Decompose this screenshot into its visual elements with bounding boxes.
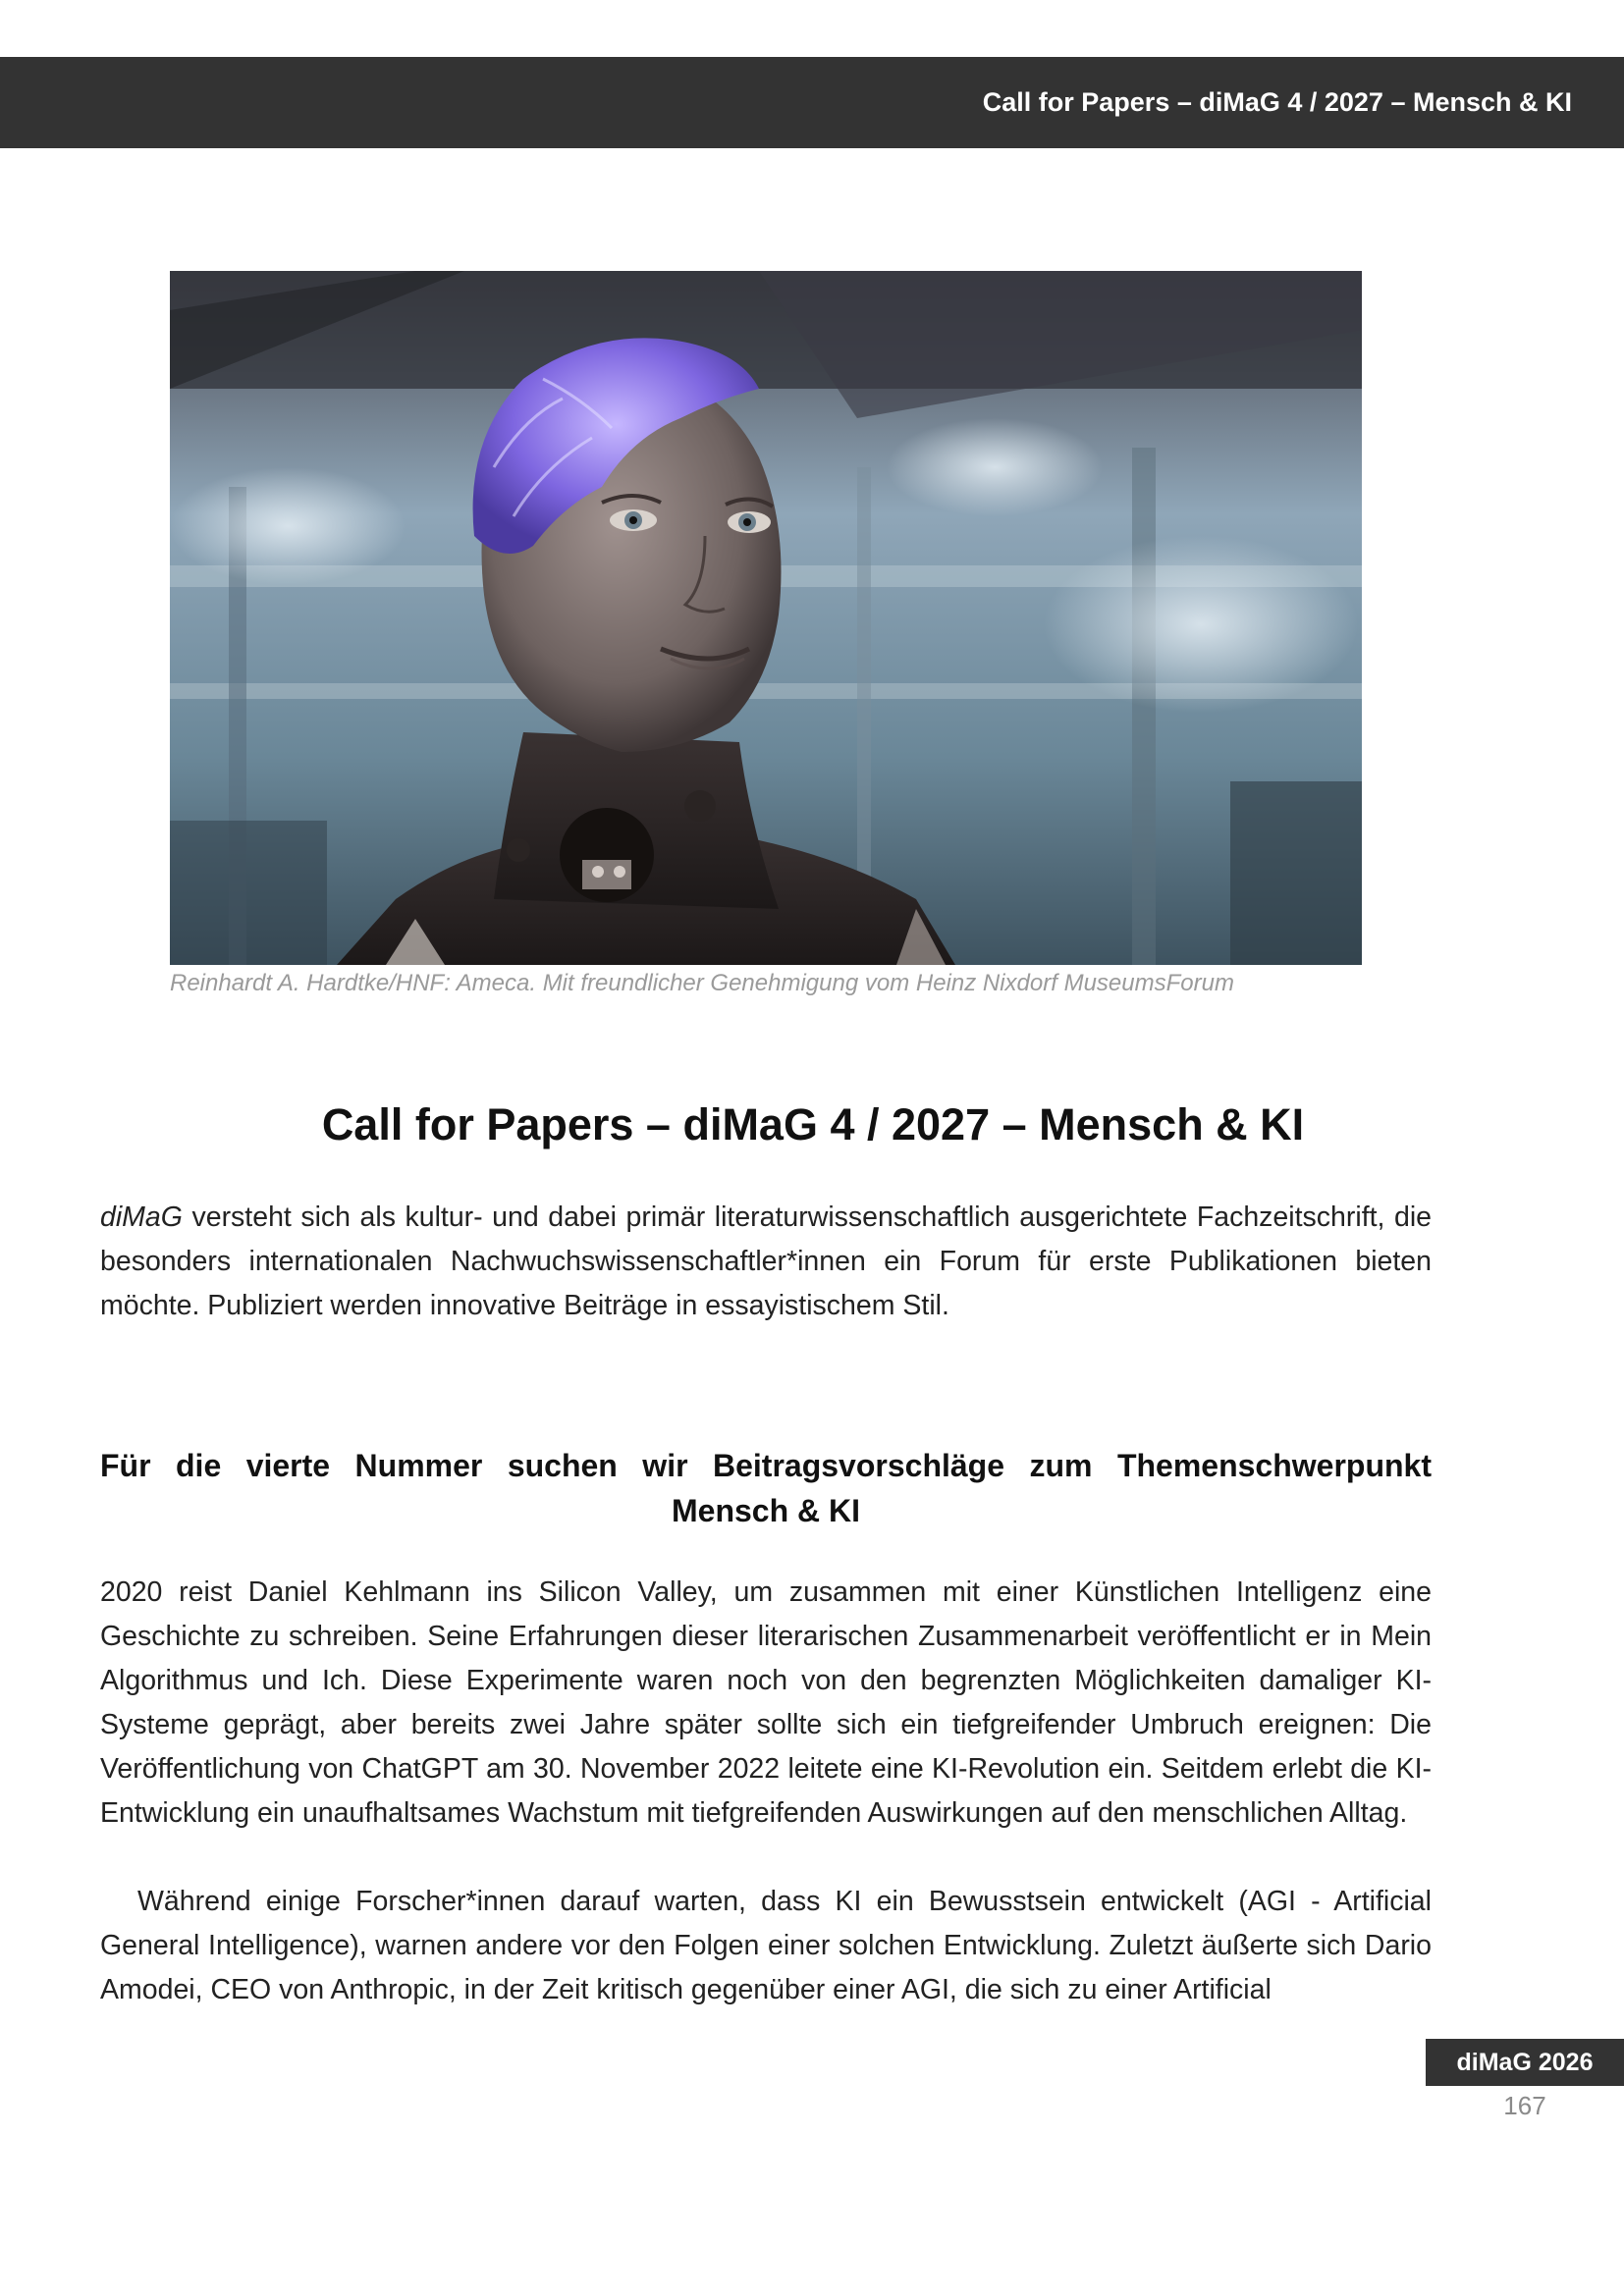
running-header	[0, 57, 1624, 148]
section-subheading	[100, 1443, 1432, 1533]
journal-name: diMaG	[100, 1201, 183, 1233]
running-header-title: Call for Papers – diMaG 4 / 2027 – Mensch & KI	[982, 87, 1572, 117]
intro-paragraph	[100, 1196, 1432, 1328]
subheading-line-1: Für die vierte Nummer suchen wir Beitragsvorschläge zum Themenschwerpunkt	[100, 1448, 1432, 1483]
body-paragraph-2: Während einige Forscher*innen darauf warten, dass KI ein Bewusstsein entwickelt (AGI - Artificial General Intelligence), warnen andere vor den Folgen einer solchen Entwicklung. Zuletzt äußerte sich Dario Amodei, CEO von Anthropic, in der Zeit kritisch gegenüber einer AGI, die sich zu einer Artificial	[100, 1886, 1432, 2005]
journal-badge: diMaG 2026	[1426, 2039, 1624, 2086]
subheading-line-2: Mensch & KI	[671, 1493, 861, 1528]
photo-caption: Reinhardt A. Hardtke/HNF: Ameca. Mit freundlicher Genehmigung vom Heinz Nixdorf MuseumsForum	[170, 970, 1234, 996]
intro-text: versteht sich als kultur- und dabei primär literaturwissenschaftlich ausgerichtete Fachzeitschrift, die besonders internationalen Nachwuchswissenschaftler*innen ein Forum für erste Publikationen bieten möchte. Publiziert werden innovative Beiträge in essayistischem Stil.	[100, 1201, 1432, 1321]
body-paragraph-2-container	[100, 1880, 1432, 2012]
article-title: Call for Papers – diMaG 4 / 2027 – Mensch & KI	[321, 1099, 1305, 1149]
body-paragraph-1: 2020 reist Daniel Kehlmann ins Silicon Valley, um zusammen mit einer Künstlichen Intelligenz eine Geschichte zu schreiben. Seine Erfahrungen dieser literarischen Zusammenarbeit veröffentlicht er in Mein Algorithmus und Ich. Diese Experimente waren noch von den begrenzten Möglichkeiten damaliger KI-Systeme geprägt, aber bereits zwei Jahre später sollte sich ein tiefgreifender Umbruch ereignen: Die Veröffentlichung von ChatGPT am 30. November 2022 leitete eine KI-Revolution ein. Seitdem erlebt die KI-Entwicklung ein unaufhaltsames Wachstum mit tiefgreifenden Auswirkungen auf den menschlichen Alltag.	[100, 1576, 1432, 1829]
ameca-robot-photo	[170, 271, 1362, 965]
page-number: 167	[1503, 2091, 1546, 2120]
